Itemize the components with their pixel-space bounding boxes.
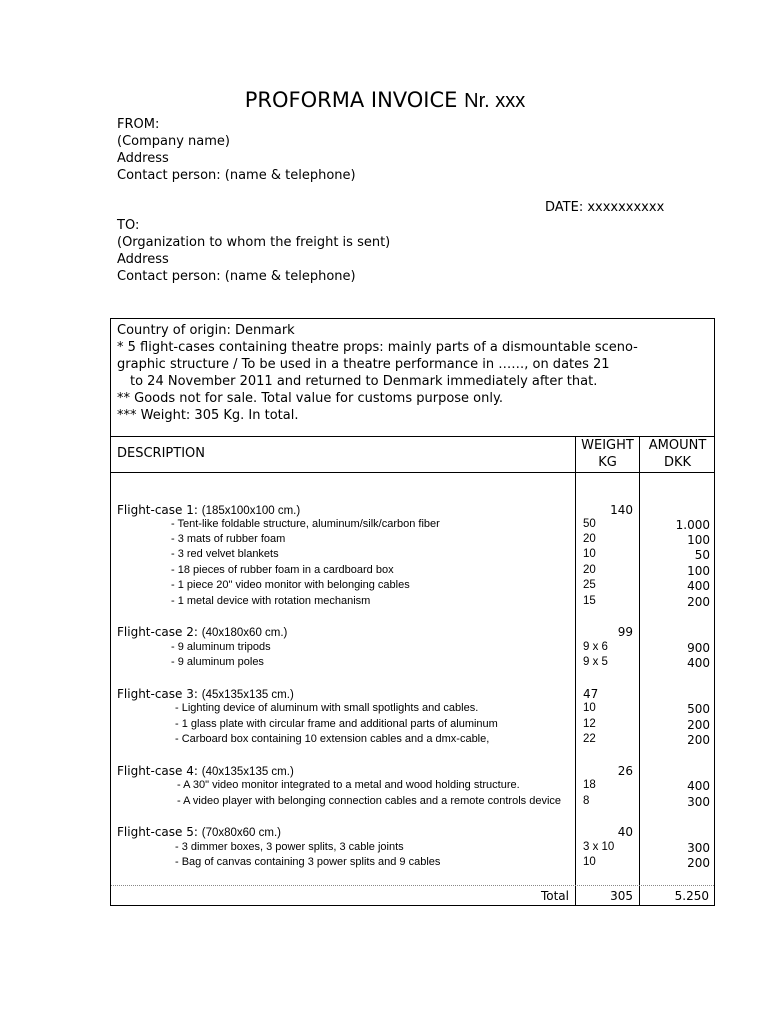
item-weight: 15 xyxy=(583,595,596,607)
from-address: Address xyxy=(117,151,169,166)
line-item: - Lighting device of aluminum with small spotlights and cables. xyxy=(175,702,479,714)
case-weight: 40 xyxy=(617,825,633,839)
line-item: - 1 metal device with rotation mechanism xyxy=(171,595,371,607)
line-item: - 1 piece 20" video monitor with belonging cables xyxy=(171,579,410,591)
item-weight: 20 xyxy=(583,564,596,576)
note-contents-cont: graphic structure / To be used in a theatre performance in ……, on dates 21 xyxy=(117,357,610,372)
description-header: DESCRIPTION xyxy=(117,446,205,461)
case-weight: 140 xyxy=(610,503,633,517)
to-contact: Contact person: (name & telephone) xyxy=(117,269,356,284)
line-item: - Carboard box containing 10 extension cables and a dmx-cable, xyxy=(175,733,490,745)
item-weight: 10 xyxy=(583,702,596,714)
case-label: Flight-case 2: (40x180x60 cm.) xyxy=(117,625,288,639)
to-label: TO: xyxy=(117,218,140,233)
case-weight: 26 xyxy=(617,764,633,778)
column-divider xyxy=(639,436,640,906)
total-weight: 305 xyxy=(610,889,633,903)
note-dates: to 24 November 2011 and returned to Denmark immediately after that. xyxy=(130,374,598,389)
weight-header: WEIGHT KG xyxy=(581,438,634,470)
to-address: Address xyxy=(117,252,169,267)
note-contents: * 5 flight-cases containing theatre props: mainly parts of a dismountable sceno- xyxy=(117,340,638,355)
item-amount: 300 xyxy=(687,841,710,855)
item-weight: 22 xyxy=(583,733,596,745)
item-weight: 12 xyxy=(583,718,596,730)
from-label: FROM: xyxy=(117,117,160,132)
item-amount: 50 xyxy=(694,548,710,562)
amount-header: AMOUNT DKK xyxy=(648,438,707,470)
to-block xyxy=(117,217,390,285)
item-amount: 100 xyxy=(687,564,710,578)
item-weight: 25 xyxy=(583,579,596,591)
note-weight: *** Weight: 305 Kg. In total. xyxy=(117,408,299,423)
line-item: - 3 dimmer boxes, 3 power splits, 3 cable joints xyxy=(175,841,404,853)
case-label: Flight-case 4: (40x135x135 cm.) xyxy=(117,764,294,778)
from-company: (Company name) xyxy=(117,134,230,149)
line-item: - A video player with belonging connection cables and a remote controls device xyxy=(177,795,562,807)
line-item: - 18 pieces of rubber foam in a cardboard box xyxy=(171,564,394,576)
divider xyxy=(111,472,714,473)
line-item: - 3 red velvet blankets xyxy=(171,548,279,560)
item-weight: 10 xyxy=(583,548,596,560)
line-item: - 3 mats of rubber foam xyxy=(171,533,286,545)
line-item: - 1 glass plate with circular frame and additional parts of aluminum xyxy=(175,718,498,730)
line-item: - 9 aluminum tripods xyxy=(171,641,271,653)
note-origin: Country of origin: Denmark xyxy=(117,323,295,338)
item-amount: 400 xyxy=(687,579,710,593)
shipment-notes xyxy=(117,322,638,424)
from-contact: Contact person: (name & telephone) xyxy=(117,168,356,183)
column-divider xyxy=(575,436,576,906)
invoice-date: DATE: xxxxxxxxxx xyxy=(545,200,665,215)
item-amount: 200 xyxy=(687,856,710,870)
case-label: Flight-case 1: (185x100x100 cm.) xyxy=(117,503,301,517)
item-weight: 18 xyxy=(583,779,596,791)
item-amount: 300 xyxy=(687,795,710,809)
case-label: Flight-case 3: (45x135x135 cm.) xyxy=(117,687,294,701)
line-item: - Bag of canvas containing 3 power splits and 9 cables xyxy=(175,856,441,868)
from-block xyxy=(117,116,356,184)
case-weight: 99 xyxy=(617,625,633,639)
total-divider xyxy=(111,885,714,886)
item-amount: 200 xyxy=(687,733,710,747)
item-weight: 10 xyxy=(583,856,596,868)
item-amount: 500 xyxy=(687,702,710,716)
item-amount: 400 xyxy=(687,779,710,793)
item-weight: 9 x 5 xyxy=(583,656,608,668)
total-amount: 5.250 xyxy=(674,889,709,903)
item-weight: 50 xyxy=(583,518,596,530)
item-amount: 100 xyxy=(687,533,710,547)
total-label: Total xyxy=(540,889,569,903)
line-item: - A 30" video monitor integrated to a metal and wood holding structure. xyxy=(177,779,520,791)
item-weight: 8 xyxy=(583,795,590,807)
page-title xyxy=(0,88,770,113)
invoice-number: Nr. xxx xyxy=(464,90,526,112)
title-main: PROFORMA INVOICE xyxy=(244,88,458,112)
item-weight: 9 x 6 xyxy=(583,641,608,653)
invoice-table xyxy=(110,318,715,906)
line-item: - 9 aluminum poles xyxy=(171,656,264,668)
item-amount: 400 xyxy=(687,656,710,670)
item-amount: 900 xyxy=(687,641,710,655)
to-org: (Organization to whom the freight is sent) xyxy=(117,235,391,250)
case-weight: 47 xyxy=(583,687,599,701)
item-weight: 20 xyxy=(583,533,596,545)
item-amount: 1.000 xyxy=(675,518,710,532)
item-weight: 3 x 10 xyxy=(583,841,615,853)
note-customs: ** Goods not for sale. Total value for customs purpose only. xyxy=(117,391,503,406)
item-amount: 200 xyxy=(687,718,710,732)
case-label: Flight-case 5: (70x80x60 cm.) xyxy=(117,825,281,839)
item-amount: 200 xyxy=(687,595,710,609)
line-item: - Tent-like foldable structure, aluminum/silk/carbon fiber xyxy=(171,518,440,530)
